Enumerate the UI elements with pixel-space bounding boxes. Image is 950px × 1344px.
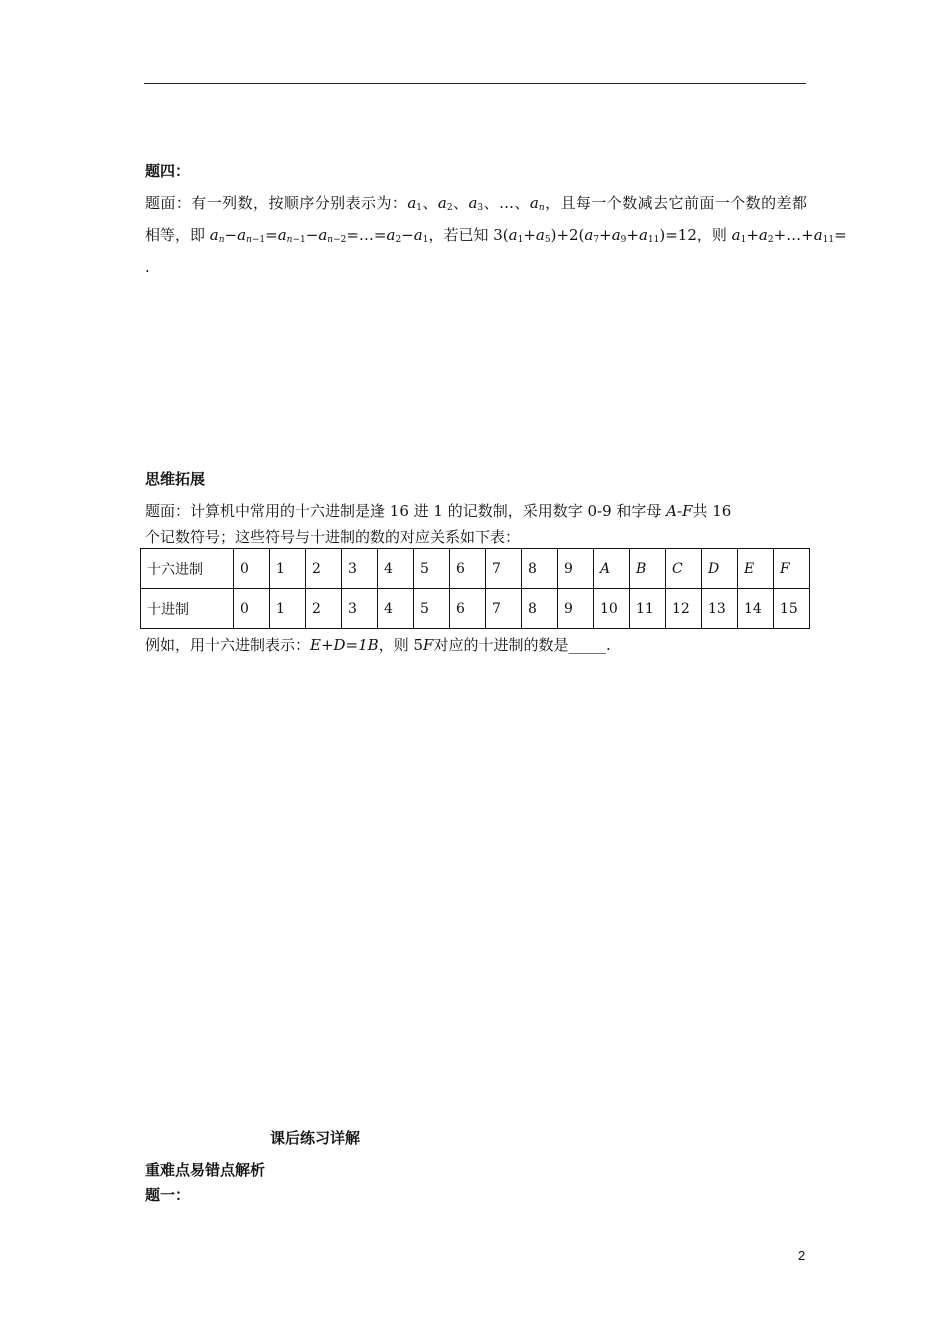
hex-cell: C [666, 549, 702, 589]
page-number: 2 [798, 1248, 806, 1263]
problem-line-1: 题面：有一列数，按顺序分别表示为：$a_1$、$a_2$、$a_3$、…、$a_n$，且每一个数减去它前面一个数的差都 [145, 194, 807, 213]
decimal-cell: 10 [594, 589, 630, 629]
hex-row-label: 十六进制 [141, 549, 234, 589]
section-4-heading: 题四： [145, 162, 191, 180]
decimal-cell: 4 [378, 589, 414, 629]
question-1-heading: 题一： [145, 1186, 191, 1204]
hex-cell: 6 [450, 549, 486, 589]
hex-cell: E [738, 549, 774, 589]
hex-cell: 8 [522, 549, 558, 589]
hex-cell: D [702, 549, 738, 589]
decimal-cell: 3 [342, 589, 378, 629]
hex-cell: 0 [234, 549, 270, 589]
thinking-problem [145, 498, 807, 550]
decimal-cell: 11 [630, 589, 666, 629]
decimal-cell: 2 [306, 589, 342, 629]
after-class-title: 课后练习详解 [270, 1129, 361, 1147]
hex-cell: F [774, 549, 810, 589]
hex-cell: 7 [486, 549, 522, 589]
hex-decimal-table [140, 548, 810, 629]
decimal-row-label: 十进制 [141, 589, 234, 629]
hex-cell: 4 [378, 549, 414, 589]
hex-cell: A [594, 549, 630, 589]
decimal-cell: 15 [774, 589, 810, 629]
thinking-heading: 思维拓展 [145, 470, 206, 488]
decimal-cell: 5 [414, 589, 450, 629]
decimal-cell: 1 [270, 589, 306, 629]
decimal-cell: 12 [666, 589, 702, 629]
decimal-cell: 7 [486, 589, 522, 629]
hex-cell: 5 [414, 549, 450, 589]
hex-cell: 2 [306, 549, 342, 589]
thinking-line-1: 题面：计算机中常用的十六进制是逢 16 进 1 的记数制，采用数字 0-9 和字母 A-F共 16 [145, 502, 732, 520]
decimal-cell: 9 [558, 589, 594, 629]
difficulty-analysis-heading: 重难点易错点解析 [145, 1161, 266, 1179]
decimal-cell: 0 [234, 589, 270, 629]
hex-cell: 3 [342, 549, 378, 589]
thinking-example: 例如，用十六进制表示：E+D=1B，则 5F对应的十进制的数是_____. [145, 636, 611, 654]
decimal-cell: 14 [738, 589, 774, 629]
header-rule [144, 83, 806, 84]
decimal-cell: 8 [522, 589, 558, 629]
decimal-cell: 6 [450, 589, 486, 629]
section-4-problem [145, 190, 847, 281]
problem-line-3: . [145, 258, 150, 276]
hex-cell: B [630, 549, 666, 589]
decimal-cell: 13 [702, 589, 738, 629]
hex-cell: 1 [270, 549, 306, 589]
hex-cell: 9 [558, 549, 594, 589]
thinking-line-2: 个记数符号；这些符号与十进制的数的对应关系如下表： [145, 528, 521, 546]
hex-row [141, 549, 810, 589]
problem-line-2: 相等，即 $a_n-a_{n-1}=a_{n-1}-a_{n-2}=\dots=a_2-a_1$，若已知 $3(a_1+a_5)+2(a_7+a_9+a_{11})=12$，则 $a_1+a_2+\dots+a_{11}=$ [145, 226, 847, 245]
decimal-row [141, 589, 810, 629]
